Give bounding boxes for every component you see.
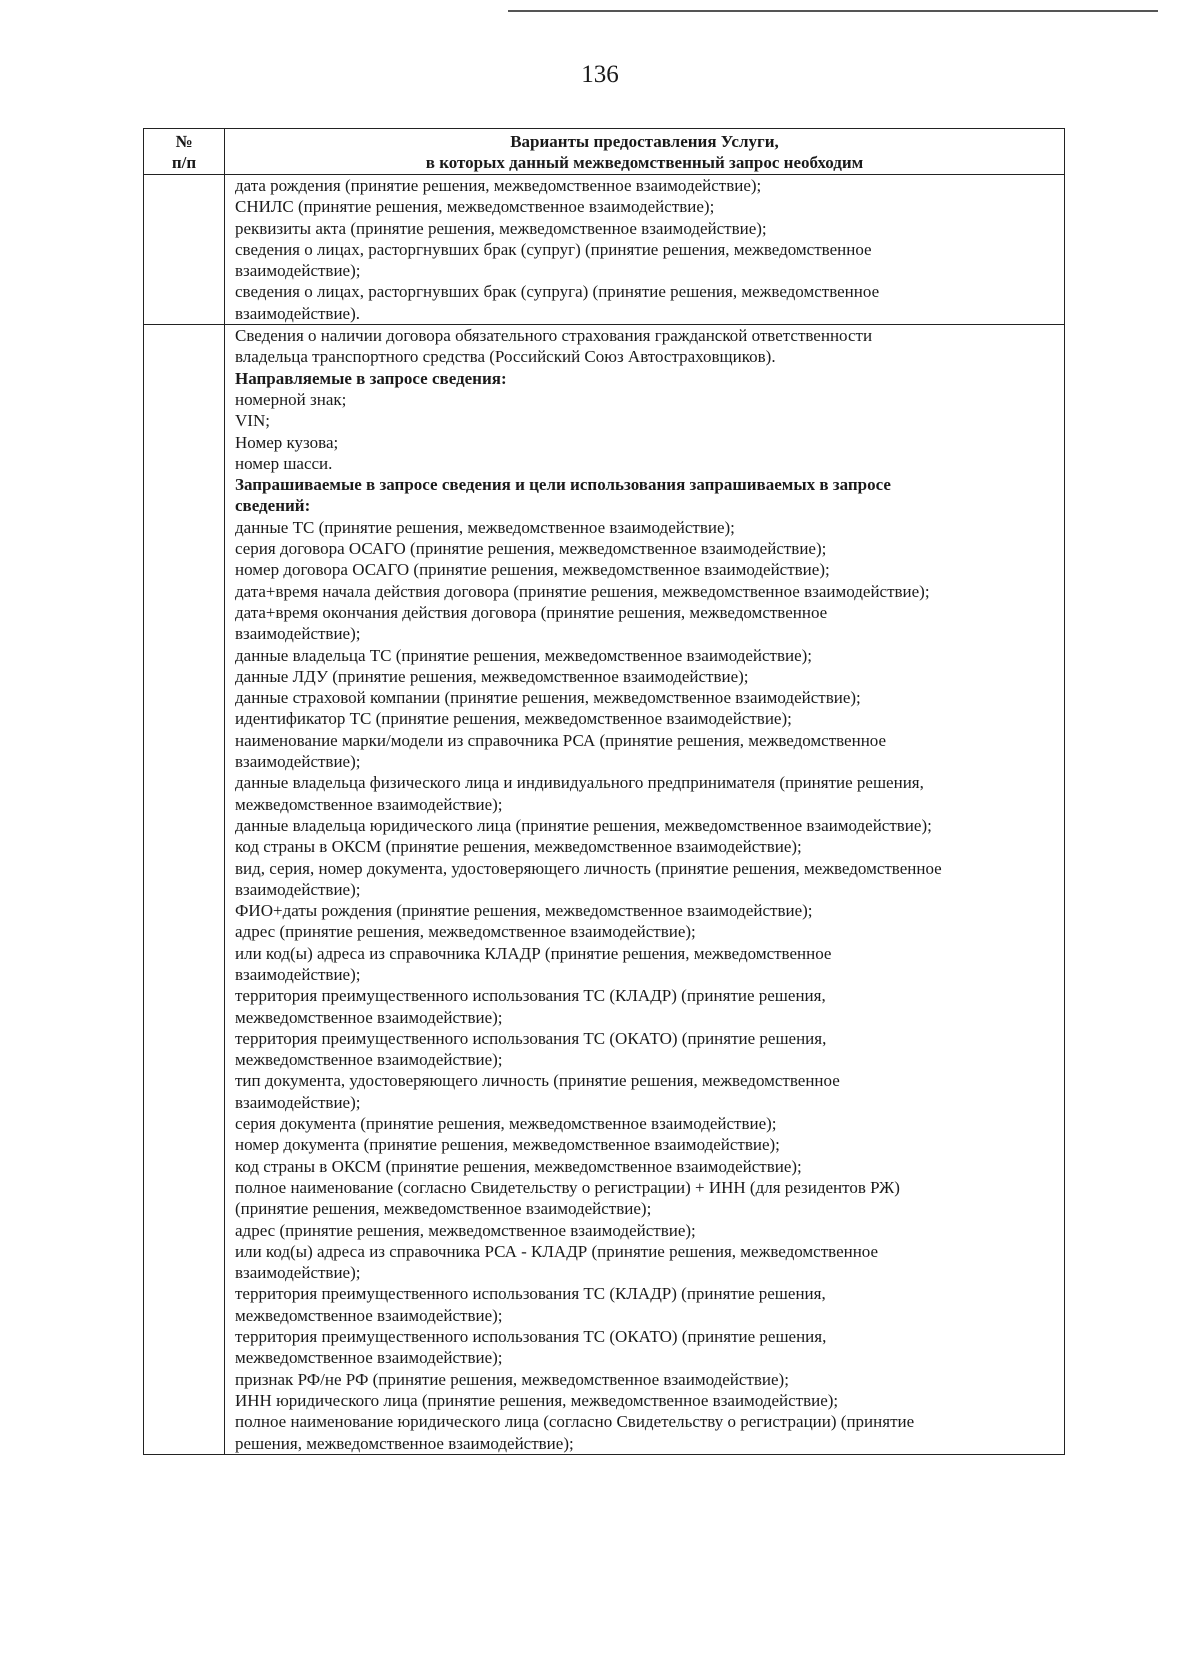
header-number-column — [144, 129, 225, 175]
text-line: сведения о лицах, расторгнувших брак (супруга) (принятие решения, межведомственное — [235, 282, 880, 302]
text-line: данные ТС (принятие решения, межведомственное взаимодействие); — [235, 517, 735, 537]
row-content-cell — [225, 175, 1065, 325]
header-variants-column — [225, 129, 1065, 175]
row-number-cell — [144, 325, 225, 1455]
text-line: вид, серия, номер документа, удостоверяющего личность (принятие решения, межведомственное — [235, 858, 942, 878]
text-line: решения, межведомственное взаимодействие); — [235, 1433, 574, 1453]
text-line: дата+время окончания действия договора (принятие решения, межведомственное — [235, 602, 828, 622]
header-variants-line: Варианты предоставления Услуги, — [510, 132, 779, 151]
text-line: СНИЛС (принятие решения, межведомственное взаимодействие); — [235, 197, 715, 217]
text-line: территория преимущественного использования ТС (КЛАДР) (принятие решения, — [235, 1284, 826, 1304]
table-row — [144, 325, 1065, 1455]
text-line: межведомственное взаимодействие); — [235, 1348, 503, 1368]
text-line: реквизиты акта (принятие решения, межведомственное взаимодействие); — [235, 218, 767, 238]
text-line: данные ЛДУ (принятие решения, межведомственное взаимодействие); — [235, 666, 749, 686]
row-number-cell — [144, 175, 225, 325]
text-line: серия договора ОСАГО (принятие решения, межведомственное взаимодействие); — [235, 539, 827, 559]
text-line: взаимодействие); — [235, 1263, 361, 1283]
text-line: ИНН юридического лица (принятие решения, межведомственное взаимодействие); — [235, 1390, 839, 1410]
text-line: взаимодействие); — [235, 752, 361, 772]
table-header-row — [144, 129, 1065, 175]
text-line: взаимодействие); — [235, 261, 361, 281]
text-line: данные владельца юридического лица (принятие решения, межведомственное взаимодействие); — [235, 815, 932, 835]
text-line: сведения о лицах, расторгнувших брак (супруг) (принятие решения, межведомственное — [235, 239, 872, 259]
section-heading-line: сведений: — [235, 496, 311, 516]
text-line: дата+время начала действия договора (принятие решения, межведомственное взаимодействие); — [235, 581, 930, 601]
sent-info-heading: Направляемые в запросе сведения: — [235, 368, 507, 388]
header-variants-line: в которых данный межведомственный запрос необходим — [425, 153, 864, 172]
services-table — [143, 128, 1065, 1455]
text-line: адрес (принятие решения, межведомственное взаимодействие); — [235, 922, 696, 942]
text-line: данные владельца ТС (принятие решения, межведомственное взаимодействие); — [235, 645, 813, 665]
text-line: номерной знак; — [235, 389, 347, 409]
text-line: владельца транспортного средства (Российский Союз Автостраховщиков). — [235, 347, 776, 367]
section-heading-line: Запрашиваемые в запросе сведения и цели использования запрашиваемых в запросе — [235, 475, 891, 495]
text-line: код страны в ОКСМ (принятие решения, межведомственное взаимодействие); — [235, 837, 802, 857]
text-line: взаимодействие); — [235, 879, 361, 899]
text-line: наименование марки/модели из справочника РСА (принятие решения, межведомственное — [235, 730, 887, 750]
text-line: территория преимущественного использования ТС (КЛАДР) (принятие решения, — [235, 986, 826, 1006]
text-line: взаимодействие); — [235, 964, 361, 984]
text-line: данные страховой компании (принятие решения, межведомственное взаимодействие); — [235, 688, 861, 708]
text-line: номер документа (принятие решения, межведомственное взаимодействие); — [235, 1135, 780, 1155]
page-number: 136 — [581, 61, 619, 88]
text-line: код страны в ОКСМ (принятие решения, межведомственное взаимодействие); — [235, 1156, 802, 1176]
text-line: идентификатор ТС (принятие решения, межведомственное взаимодействие); — [235, 709, 792, 729]
header-number-line: № — [175, 132, 193, 151]
text-line: межведомственное взаимодействие); — [235, 1305, 503, 1325]
text-line: (принятие решения, межведомственное взаимодействие); — [235, 1199, 652, 1219]
text-line: межведомственное взаимодействие); — [235, 794, 503, 814]
text-line: номер договора ОСАГО (принятие решения, межведомственное взаимодействие); — [235, 560, 830, 580]
text-line: адрес (принятие решения, межведомственное взаимодействие); — [235, 1220, 696, 1240]
text-line: признак РФ/не РФ (принятие решения, межведомственное взаимодействие); — [235, 1369, 789, 1389]
text-line: взаимодействие). — [235, 303, 361, 323]
text-line: межведомственное взаимодействие); — [235, 1007, 503, 1027]
row-content-cell — [225, 325, 1065, 1455]
text-line: территория преимущественного использования ТС (ОКАТО) (принятие решения, — [235, 1028, 827, 1048]
text-line: взаимодействие); — [235, 624, 361, 644]
text-line: межведомственное взаимодействие); — [235, 1050, 503, 1070]
text-line: серия документа (принятие решения, межведомственное взаимодействие); — [235, 1114, 777, 1134]
text-line: или код(ы) адреса из справочника РСА - КЛАДР (принятие решения, межведомственное — [235, 1241, 879, 1261]
text-line: VIN; — [235, 411, 270, 431]
text-line: полное наименование юридического лица (согласно Свидетельству о регистрации) (принятие — [235, 1412, 915, 1432]
text-line: номер шасси. — [235, 453, 333, 473]
text-line: полное наименование (согласно Свидетельству о регистрации) + ИНН (для резидентов РЖ) — [235, 1177, 900, 1197]
text-line: или код(ы) адреса из справочника КЛАДР (принятие решения, межведомственное — [235, 943, 832, 963]
text-line: данные владельца физического лица и индивидуального предпринимателя (принятие решения, — [235, 773, 924, 793]
text-line: ФИО+даты рождения (принятие решения, межведомственное взаимодействие); — [235, 901, 813, 921]
header-number-line: п/п — [171, 153, 197, 172]
top-rule — [508, 10, 1158, 12]
text-line: тип документа, удостоверяющего личность (принятие решения, межведомственное — [235, 1071, 840, 1091]
text-line: дата рождения (принятие решения, межведомственное взаимодействие); — [235, 176, 762, 195]
text-line: Сведения о наличии договора обязательного страхования гражданской ответственности — [235, 326, 873, 346]
text-line: Номер кузова; — [235, 432, 339, 452]
text-line: территория преимущественного использования ТС (ОКАТО) (принятие решения, — [235, 1327, 827, 1347]
table-row — [144, 175, 1065, 325]
text-line: взаимодействие); — [235, 1092, 361, 1112]
